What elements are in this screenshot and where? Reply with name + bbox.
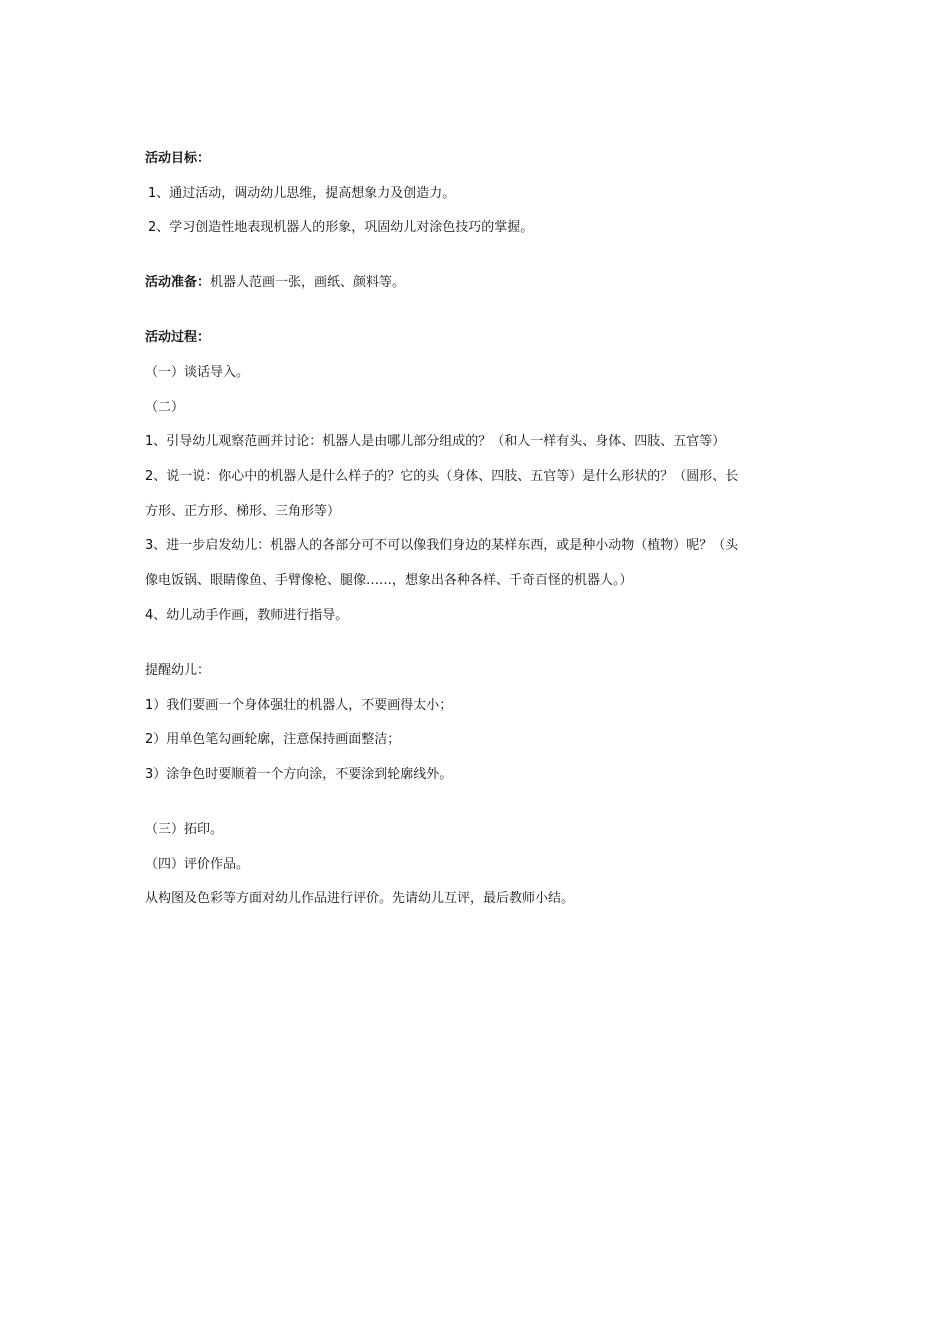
reminder-item-3: 3）涂争色时要顺着一个方向涂，不要涂到轮廓线外。 (145, 767, 453, 782)
process-item-3: 3、进一步启发幼儿：机器人的各部分可不可以像我们身边的某样东西，或是种小动物（植物）呢？（头 (145, 538, 739, 553)
reminder-item-1: 1）我们要画一个身体强壮的机器人，不要画得太小； (145, 698, 453, 713)
process-item-2: 2、说一说：你心中的机器人是什么样子的？它的头（身体、四肢、五官等）是什么形状的？（圆形、长 (145, 469, 739, 484)
process-step-4: （四）评价作品。 (145, 857, 250, 872)
preparation-heading: 活动准备： (145, 275, 211, 290)
process-item-3-cont: 像电饭锅、眼睛像鱼、手臂像枪、腿像……，想象出各种各样、千奇百怪的机器人。） (145, 573, 633, 588)
process-item-4: 4、幼儿动手作画，教师进行指导。 (145, 608, 349, 623)
preparation-text: 机器人范画一张，画纸、颜料等。 (210, 275, 406, 290)
process-heading: 活动过程： (145, 330, 211, 345)
process-step-2: （二） (145, 400, 185, 415)
goals-heading: 活动目标： (145, 151, 211, 166)
reminder-heading: 提醒幼儿： (145, 663, 211, 678)
goal-item-1: 1、通过活动，调动幼儿思维，提高想象力及创造力。 (148, 186, 456, 201)
process-step-1: （一）谈话导入。 (145, 365, 250, 380)
process-step-3: （三）拓印。 (145, 822, 224, 837)
reminder-item-2: 2）用单色笔勾画轮廓，注意保持画面整洁； (145, 732, 401, 747)
evaluation-text: 从构图及色彩等方面对幼儿作品进行评价。先请幼儿互评，最后教师小结。 (145, 891, 575, 906)
process-item-1: 1、引导幼儿观察范画并讨论：机器人是由哪儿部分组成的？（和人一样有头、身体、四肢、五官等） (145, 434, 726, 449)
preparation-line (145, 274, 405, 292)
goal-item-2: 2、学习创造性地表现机器人的形象，巩固幼儿对涂色技巧的掌握。 (148, 220, 534, 235)
process-item-2-cont: 方形、正方形、梯形、三角形等） (145, 504, 341, 519)
